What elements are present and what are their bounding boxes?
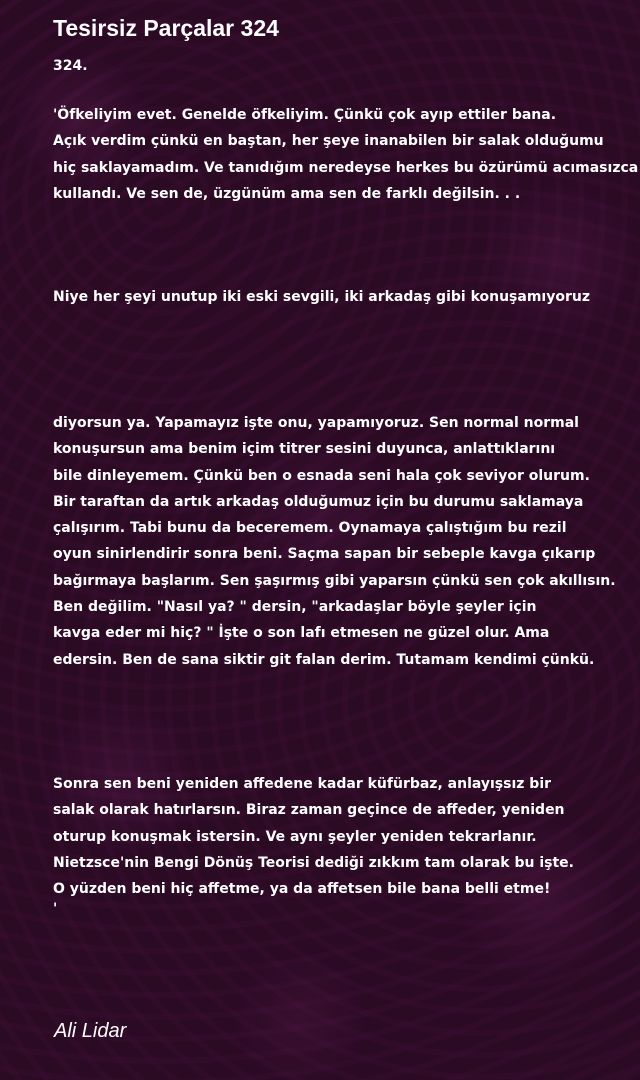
poem-line: diyorsun ya. Yapamayız işte onu, yapamıyoruz. Sen normal normal <box>53 415 579 431</box>
poem-line: 'Öfkeliyim evet. Genelde öfkeliyim. Çünkü çok ayıp ettiler bana. <box>53 107 557 123</box>
poem-line: 324. <box>53 58 88 74</box>
author-name: Ali Lidar <box>54 1020 127 1042</box>
poem-line: salak olarak hatırlarsın. Biraz zaman geçince de affeder, yeniden <box>53 802 565 819</box>
poem-line: kullandı. Ve sen de, üzgünüm ama sen de farklı değilsin. . . <box>53 185 521 202</box>
poem-stanza-1 <box>53 102 638 207</box>
poem-line: bağırmaya başlarım. Sen şaşırmış gibi yaparsın çünkü sen çok akıllısın. <box>53 572 616 589</box>
poem-number <box>53 53 88 79</box>
poem-line: Niye her şeyi unutup iki eski sevgili, iki arkadaş gibi konuşamıyoruz <box>53 289 590 305</box>
poem-line: Ben değilim. "Nasıl ya? " dersin, "arkadaşlar böyle şeyler için <box>53 599 537 616</box>
poem-line: Sonra sen beni yeniden affedene kadar küfürbaz, anlayışsız bir <box>53 776 552 792</box>
poem-stanza-4 <box>53 771 574 916</box>
poem-line: hiç saklayamadım. Ve tanıdığım neredeyse herkes bu özürümü acımasızca <box>53 159 639 176</box>
poem-line: ' <box>53 901 58 918</box>
poem-line: Nietzsce'nin Bengi Dönüş Teorisi dediği zıkkım tam olarak bu işte. <box>53 854 574 871</box>
poem-stanza-2 <box>53 284 590 310</box>
poem-line: O yüzden beni hiç affetme, ya da affetsen bile bana belli etme! <box>53 881 551 898</box>
poem-line: edersin. Ben de sana siktir git falan derim. Tutamam kendimi çünkü. <box>53 651 595 668</box>
poem-line: konuşursun ama benim içim titrer sesini duyunca, anlattıklarını <box>53 441 556 458</box>
poem-line: kavga eder mi hiç? " İşte o son lafı etmesen ne güzel olur. Ama <box>53 625 550 642</box>
poem-title: Tesirsiz Parçalar 324 <box>53 15 279 41</box>
poem-stanza-3 <box>53 410 616 673</box>
poem-line: bile dinleyemem. Çünkü ben o esnada seni hala çok seviyor olurum. <box>53 467 590 484</box>
poem-line: Bir taraftan da artık arkadaş olduğumuz için bu durumu saklamaya <box>53 493 584 510</box>
poem-line: çalışırım. Tabi bunu da beceremem. Oynamaya çalıştığım bu rezil <box>53 520 567 537</box>
poem-line: oyun sinirlendirir sonra beni. Saçma sapan bir sebeple kavga çıkarıp <box>53 546 596 563</box>
poem-line: Açık verdim çünkü en baştan, her şeye inanabilen bir salak olduğumu <box>53 133 604 150</box>
poem-line: oturup konuşmak istersin. Ve aynı şeyler yeniden tekrarlanır. <box>53 828 537 845</box>
